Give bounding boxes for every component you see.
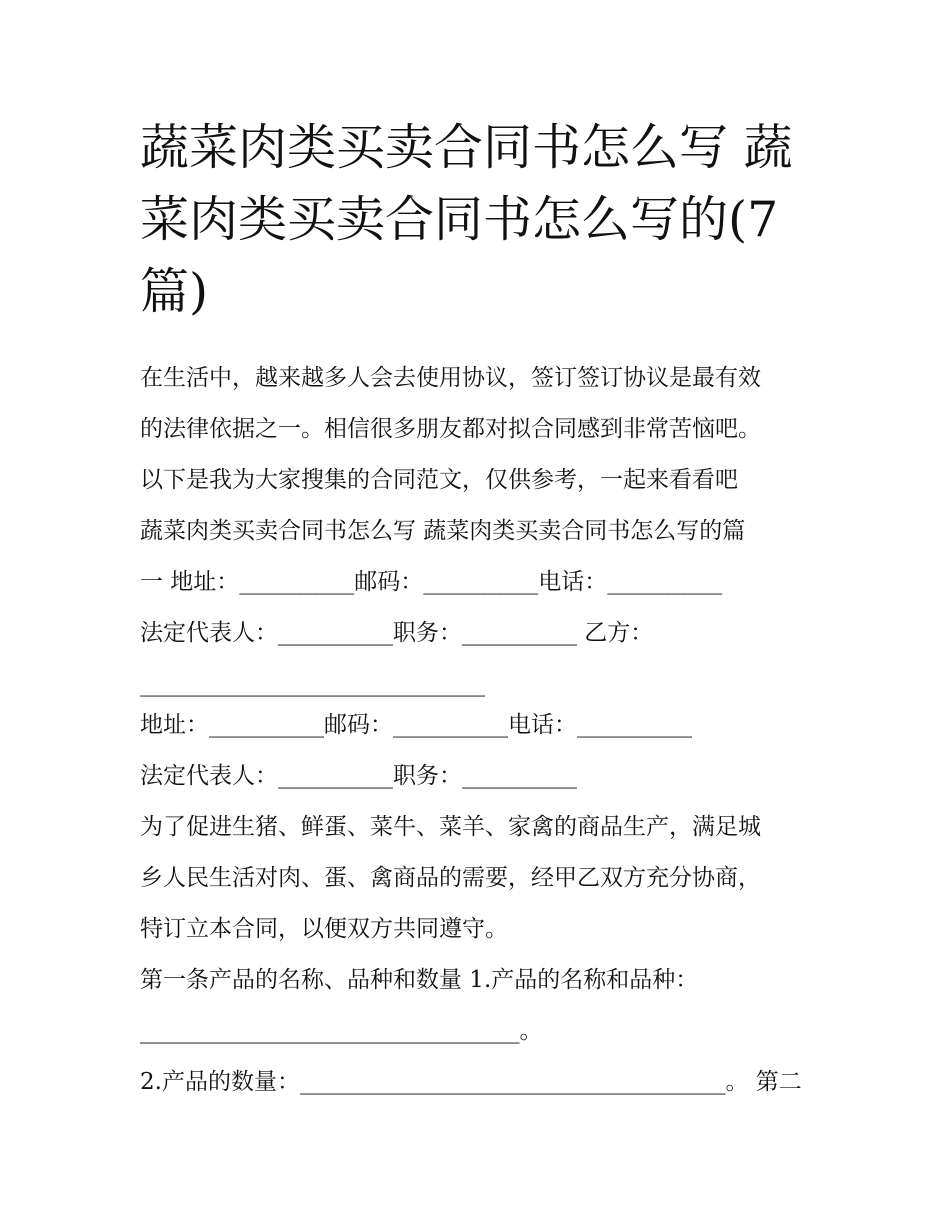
body-line-13: 第一条产品的名称、品种和数量 1.产品的名称和品种： [140, 967, 699, 993]
document-title: 蔬菜肉类买卖合同书怎么写 蔬菜肉类买卖合同书怎么写的(7篇) [140, 119, 793, 320]
body-line-8: 地址：__________邮码：__________电话：__________ [140, 712, 692, 738]
body-line-6: 法定代表人：__________职务：__________ 乙方： [140, 620, 654, 646]
body-line-5: 一 地址：__________邮码：__________电话：__________ [140, 569, 723, 595]
body-line-4: 蔬菜肉类买卖合同书怎么写 蔬菜肉类买卖合同书怎么写的篇 [140, 518, 746, 544]
body-line-9: 法定代表人：__________职务：__________ [140, 763, 577, 789]
body-line-10: 为了促进生猪、鲜蛋、菜牛、菜羊、家禽的商品生产，满足城 [140, 814, 761, 840]
body-line-12: 特订立本合同，以便双方共同遵守。 [140, 916, 508, 942]
body-line-11: 乡人民生活对肉、蛋、禽商品的需要，经甲乙双方充分协商， [140, 865, 761, 891]
body-line-3: 以下是我为大家搜集的合同范文，仅供参考，一起来看看吧 [140, 467, 738, 493]
body-line-2: 的法律依据之一。相信很多朋友都对拟合同感到非常苦恼吧。 [140, 416, 761, 442]
body-line-14: _________________________________。 [140, 1018, 543, 1044]
body-line-1: 在生活中，越来越多人会去使用协议，签订签订协议是最有效 [140, 365, 761, 391]
body-line-7: ______________________________ [140, 671, 485, 697]
body-line-15: 2.产品的数量：_____________________________________。 第二 [140, 1069, 802, 1095]
